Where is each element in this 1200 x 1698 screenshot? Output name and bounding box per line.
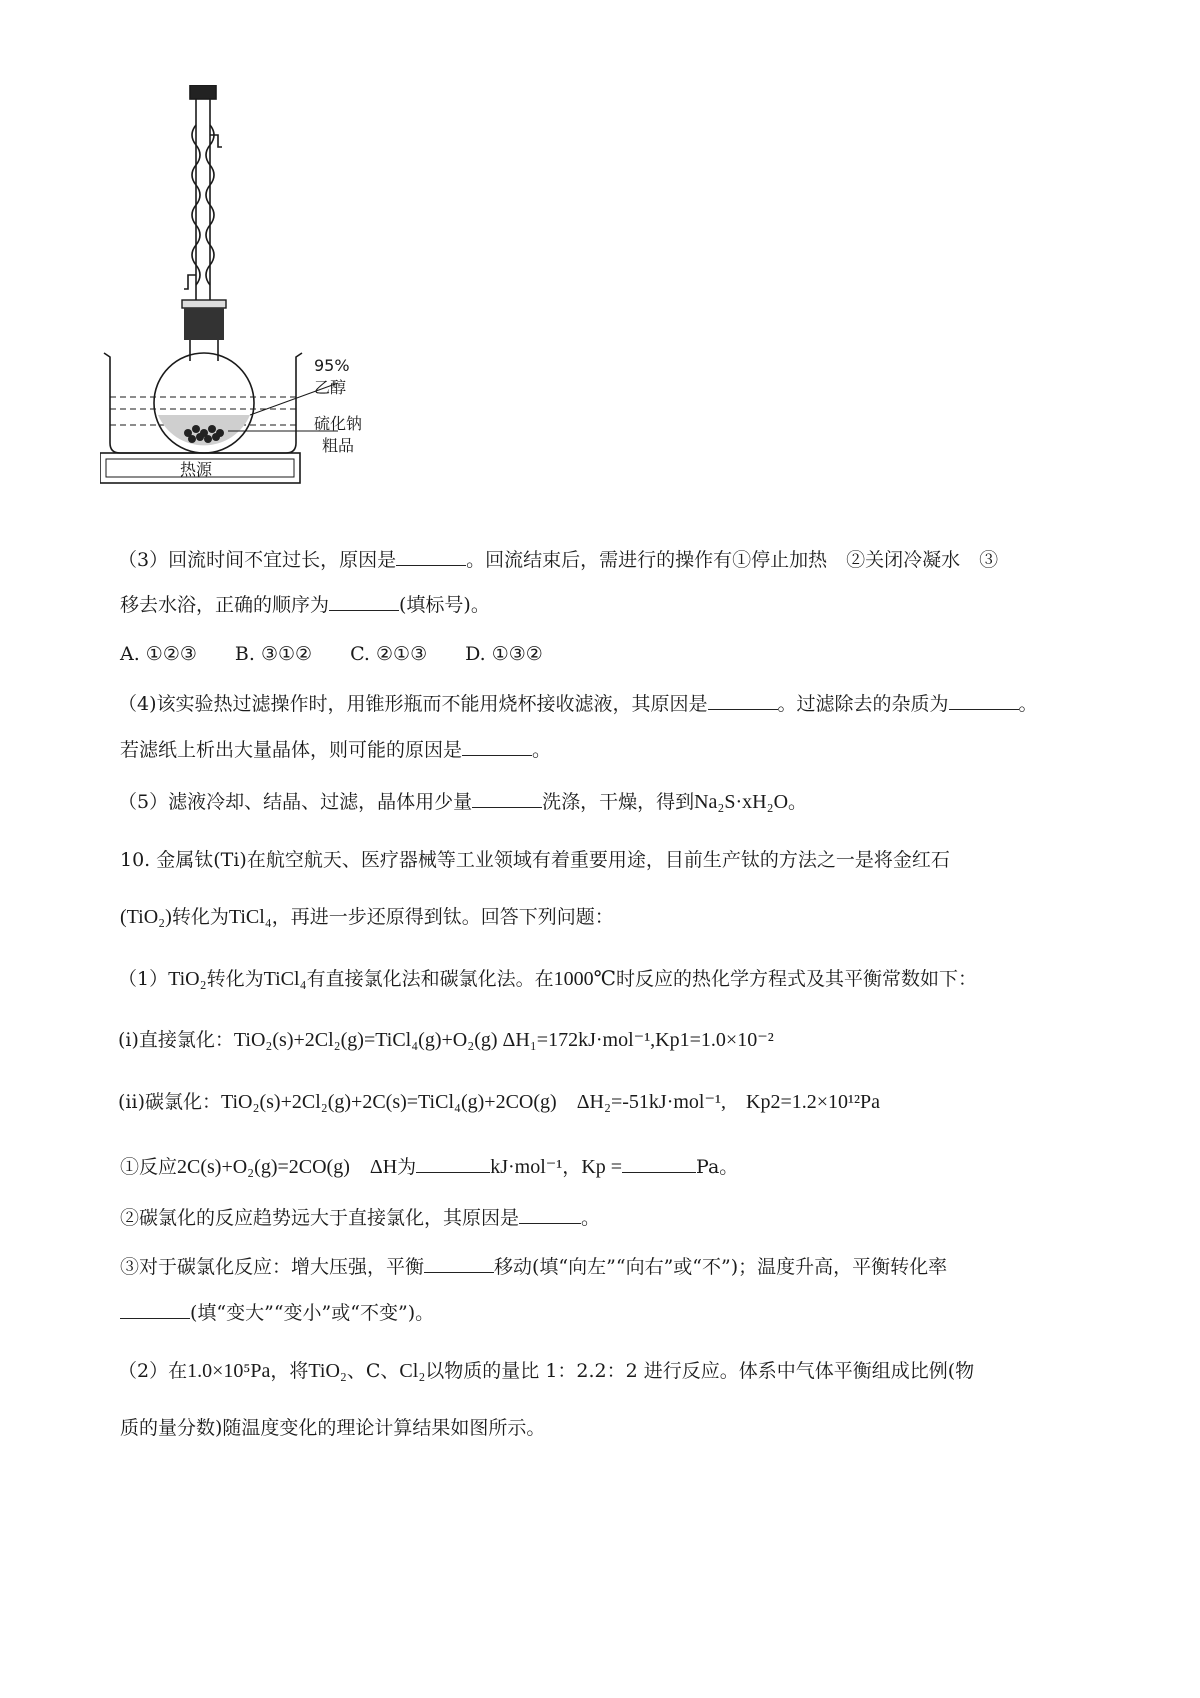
s2-end: 。 (581, 1207, 601, 1229)
q5-blank[interactable] (472, 789, 542, 808)
s1-blank-kp[interactable] (622, 1154, 696, 1173)
option-b[interactable]: B. ③①② (234, 643, 313, 665)
s3-text-a: ③对于碳氯化反应：增大压强，平衡 (120, 1256, 425, 1278)
option-a[interactable]: A. ①②③ (120, 643, 197, 665)
sub-q1 (120, 1153, 738, 1181)
ticl4-formula: TiCl₄ (228, 906, 272, 928)
s3-blank-1[interactable] (424, 1254, 494, 1273)
q10-p2-line2: 质的量分数)随温度变化的理论计算结果如图所示。 (120, 1417, 546, 1439)
q4-text-b: 。过滤除去的杂质为 (777, 693, 949, 715)
condenser (184, 85, 222, 300)
eq-ii (118, 1088, 880, 1116)
eq-ii-label: (ⅱ)碳氯化： (118, 1091, 221, 1113)
q4-text-d: 若滤纸上析出大量晶体，则可能的原因是 (120, 739, 463, 761)
p1-num: （1） (118, 968, 169, 990)
sub-q2 (120, 1204, 600, 1232)
p2-text-g: 以物质的量比 1：2.2：2 进行反应。体系中气体平衡组成比例(物 (425, 1360, 975, 1382)
q5-formula: Na₂S·xH₂O (694, 791, 789, 813)
p2-text-a: （2）在 (118, 1360, 188, 1382)
eq-i (118, 1026, 774, 1054)
p2-tio2: TiO₂ (308, 1360, 347, 1382)
s1-blank-dh[interactable] (416, 1154, 490, 1173)
p1-tio2: TiO₂ (168, 968, 207, 990)
q4-text-a: （4)该实验热过滤操作时，用锥形瓶而不能用烧杯接收滤液，其原因是 (118, 693, 708, 715)
label-heat: 热源 (180, 460, 213, 479)
q10-line2 (120, 903, 614, 931)
label-crude-2: 粗品 (322, 436, 355, 455)
q3-text-b: 。回流结束后，需进行的操作有①停止加热 ②关闭冷凝水 ③ (466, 549, 999, 571)
q10-text-d: ，再进一步还原得到钛。回答下列问题： (271, 906, 614, 928)
s1-text-a: ①反应 (120, 1156, 178, 1178)
q3-text-a: （3）回流时间不宜过长，原因是 (118, 549, 397, 571)
s1-reaction: 2C(s)+O₂(g)=2CO(g) ΔH (177, 1156, 398, 1178)
eq-i-label: (ⅰ)直接氯化： (118, 1029, 234, 1051)
q4-text-e: 。 (532, 739, 552, 761)
s3-blank-2[interactable] (120, 1300, 190, 1319)
eq-i-formula: TiO₂(s)+2Cl₂(g)=TiCl₄(g)+O₂(g) ΔH₁=172kJ·mol⁻¹,Kp1=1.0×10⁻² (233, 1029, 774, 1051)
s3-text-c: (填“变大”“变小”或“不变”)。 (190, 1302, 435, 1324)
label-ethanol-pct: 95% (314, 356, 350, 375)
q4-line2 (120, 736, 551, 764)
p1-text-c: 转化为 (206, 968, 264, 990)
s2-blank[interactable] (519, 1205, 581, 1224)
q3-blank-2[interactable] (329, 592, 399, 611)
s3-text-b: 移动(填“向左”“向右”或“不”)；温度升高，平衡转化率 (494, 1256, 948, 1278)
p2-pressure: 1.0×10⁵Pa (187, 1360, 271, 1382)
eq-ii-formula: TiO₂(s)+2Cl₂(g)+2C(s)=TiCl₄(g)+2CO(g) ΔH₂=-51kJ·mol⁻¹, Kp2=1.2×10¹²Pa (220, 1091, 881, 1113)
q5-end: 。 (788, 791, 808, 813)
q5-line (118, 788, 807, 816)
sub-q3-line2 (120, 1299, 434, 1327)
option-c[interactable]: C. ②①③ (350, 643, 428, 665)
sub-q3-line1 (120, 1253, 947, 1281)
q10-text-b: 转化为 (171, 906, 229, 928)
p1-text-g: 时反应的热化学方程式及其平衡常数如下： (615, 968, 977, 990)
q5-text-a: （5）滤液冷却、结晶、过滤，晶体用少量 (118, 791, 473, 813)
q4-text-c: 。 (1018, 693, 1038, 715)
p1-text-e: 有直接氯化法和碳氯化法。在 (306, 968, 554, 990)
q10-p2-line1 (118, 1357, 974, 1385)
reflux-apparatus-figure (100, 85, 420, 535)
q3-text-c: 移去水浴，正确的顺序为 (120, 594, 330, 616)
q10-p1 (118, 965, 977, 993)
q3-blank-1[interactable] (396, 547, 466, 566)
s1-end: Pa。 (696, 1156, 739, 1178)
q3-options (120, 640, 581, 668)
q4-blank-3[interactable] (462, 737, 532, 756)
label-ethanol: 乙醇 (314, 378, 347, 397)
p2-cl2: Cl₂ (399, 1360, 426, 1382)
q10-line1: 10. 金属钛(Ti)在航空航天、医疗器械等工业领域有着重要用途，目前生产钛的方法之一是将金红石 (120, 849, 950, 871)
s1-unit: kJ·mol⁻¹ (490, 1156, 563, 1178)
q3-line1 (118, 546, 998, 574)
q4-line1 (118, 690, 1038, 718)
q3-text-d: (填标号)。 (399, 594, 490, 616)
p2-text-c: ，将 (270, 1360, 309, 1382)
s1-comma: ， (562, 1156, 582, 1178)
q4-blank-1[interactable] (708, 691, 778, 710)
s1-text-c: 为 (397, 1156, 417, 1178)
p1-ticl4: TiCl₄ (263, 968, 307, 990)
q5-text-b: 洗涤，干燥，得到 (542, 791, 695, 813)
p2-text-e: 、C、 (346, 1360, 400, 1382)
option-d[interactable]: D. ①③② (465, 643, 543, 665)
tio2-formula: (TiO₂) (120, 906, 172, 928)
q3-line2 (120, 591, 490, 619)
p1-temp: 1000℃ (553, 968, 616, 990)
s1-kp: Kp = (581, 1156, 623, 1178)
label-crude-1: 硫化钠 (314, 414, 363, 433)
s2-text-a: ②碳氯化的反应趋势远大于直接氯化，其原因是 (120, 1207, 520, 1229)
q4-blank-2[interactable] (949, 691, 1019, 710)
stopper (182, 300, 226, 340)
